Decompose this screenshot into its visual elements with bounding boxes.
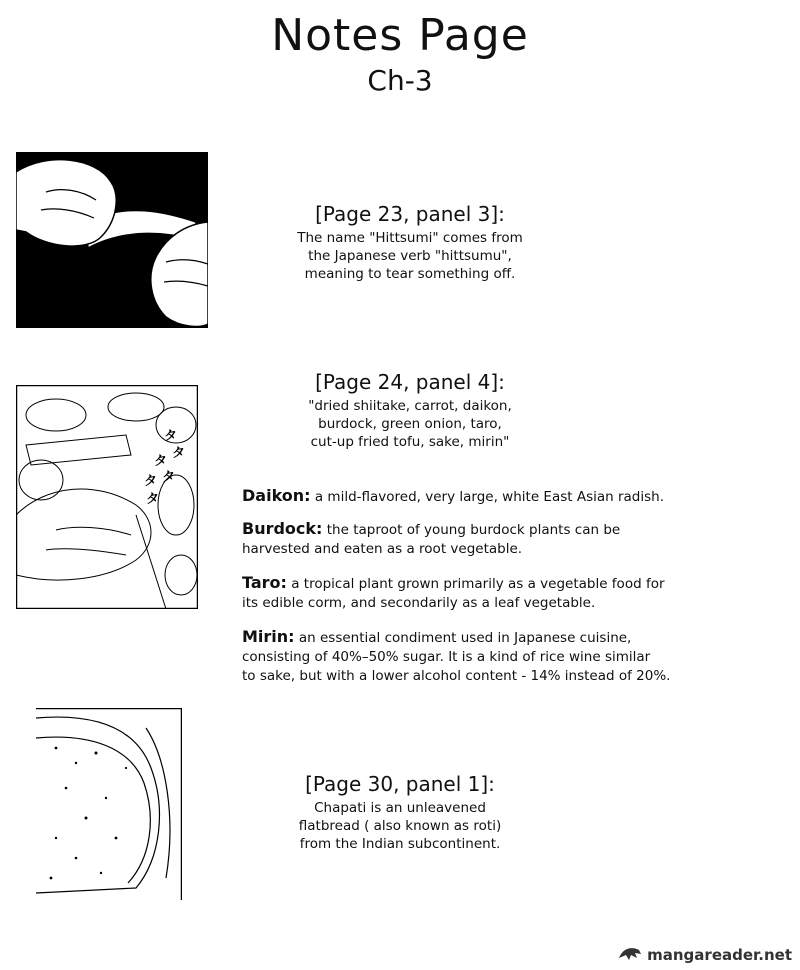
glossary-taro (242, 573, 762, 613)
watermark-text: mangareader.net (647, 946, 792, 964)
svg-text:タ: タ (162, 470, 176, 485)
svg-text:タ: タ (146, 492, 160, 507)
note-line: Chapati is an unleavened (314, 800, 486, 816)
glossary-definition: its edible corm, and secondarily as a leaf vegetable. (242, 595, 596, 611)
note-line: the Japanese verb "hittsumu", (308, 248, 512, 264)
svg-text:タ: タ (154, 454, 168, 469)
glossary-term: Burdock: (242, 519, 323, 538)
note-page-23 (230, 202, 590, 283)
manga-panel-cutting-vegetables (16, 385, 198, 609)
note-line: meaning to tear something off. (304, 266, 516, 282)
note-line: The name "Hittsumi" comes from (297, 230, 523, 246)
svg-text:タ: タ (144, 474, 158, 489)
note-line: burdock, green onion, taro, (318, 416, 502, 432)
glossary-definition: the taproot of young burdock plants can be (326, 522, 621, 538)
glossary-definition: to sake, but with a lower alcohol content - 14% instead of 20%. (242, 668, 671, 684)
glossary-daikon (242, 486, 762, 507)
glossary-definition: harvested and eaten as a root vegetable. (242, 541, 523, 557)
glossary-definition: consisting of 40%–50% sugar. It is a kind of rice wine similar (242, 649, 651, 665)
manga-panel-hands-tearing (16, 152, 208, 328)
note-page-24 (220, 370, 600, 451)
note-line: "dried shiitake, carrot, daikon, (308, 398, 512, 414)
glossary-definition: a mild-flavored, very large, white East Asian radish. (314, 489, 664, 505)
glossary-term: Daikon: (242, 486, 311, 505)
note-line: flatbread ( also known as roti) (298, 818, 502, 834)
glossary-definition: an essential condiment used in Japanese cuisine, (298, 630, 632, 646)
note-page-30 (210, 772, 590, 853)
note-line: cut-up fried tofu, sake, mirin" (310, 434, 510, 450)
glossary-term: Mirin: (242, 627, 295, 646)
glossary-mirin (242, 627, 762, 686)
svg-text:タ: タ (164, 429, 178, 444)
page-title: Notes Page (271, 10, 529, 61)
note-heading: [Page 23, panel 3]: (315, 202, 505, 226)
chapter-subtitle: Ch-3 (367, 64, 433, 97)
glossary-definition: a tropical plant grown primarily as a vegetable food for (291, 576, 665, 592)
svg-text:タ: タ (172, 446, 186, 461)
site-watermark (617, 944, 792, 966)
glossary-burdock (242, 519, 762, 559)
note-line: from the Indian subcontinent. (299, 836, 501, 852)
manga-panel-chapati-stack (36, 708, 182, 900)
glossary-term: Taro: (242, 573, 287, 592)
watermark-logo-icon (617, 944, 643, 966)
note-heading: [Page 24, panel 4]: (315, 370, 505, 394)
note-heading: [Page 30, panel 1]: (305, 772, 495, 796)
